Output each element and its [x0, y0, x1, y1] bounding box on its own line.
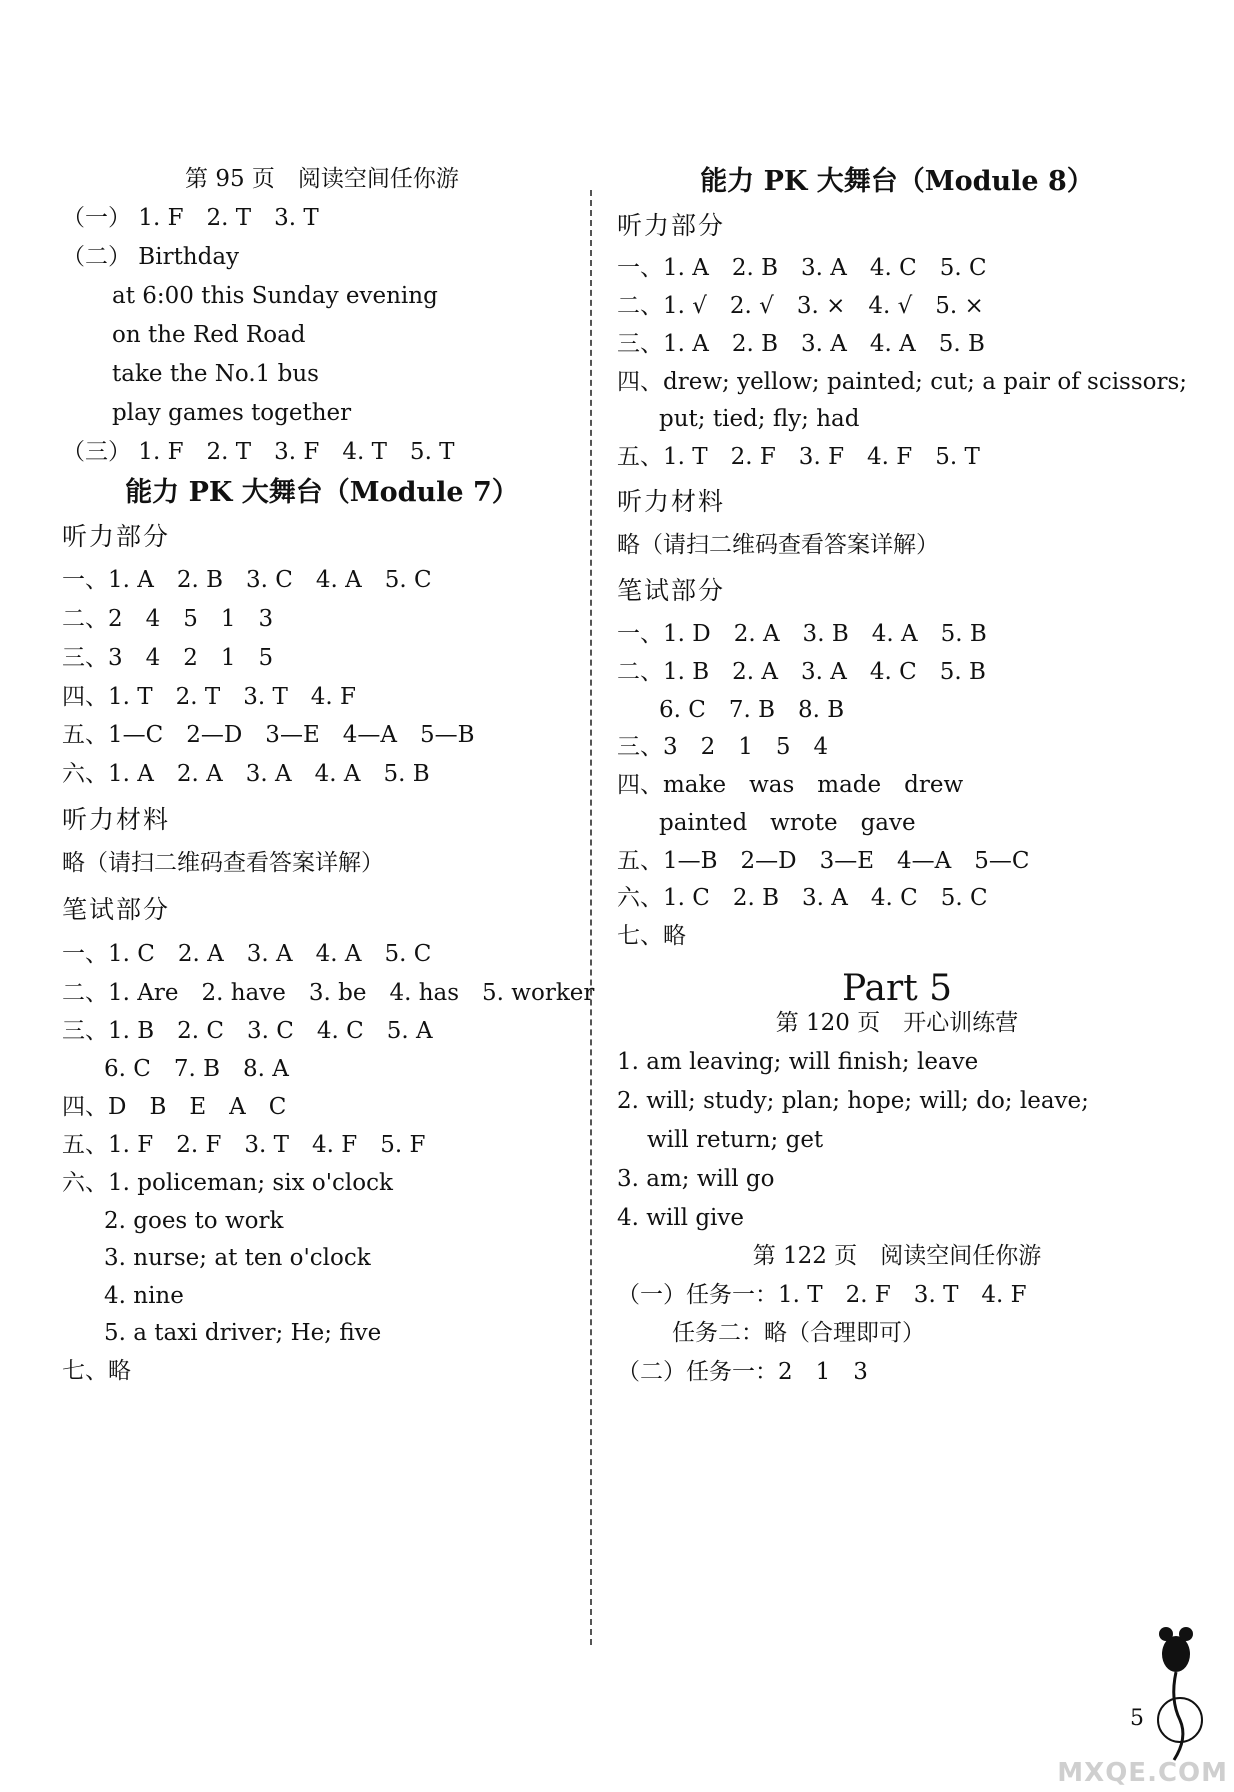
written-2: 二、1. B 2. A 3. A 4. C 5. B — [617, 659, 986, 685]
written-title: 笔试部分 — [617, 576, 726, 605]
page122-header: 第 122 页 阅读空间任你游 — [752, 1243, 1042, 1269]
listening-5: 五、1—C 2—D 3—E 4—A 5—B — [62, 722, 475, 748]
reading-task-2: 任务二：略（合理即可） — [672, 1320, 925, 1346]
listening-2: 二、2 4 5 1 3 — [62, 606, 274, 632]
page120-header: 第 120 页 开心训练营 — [775, 1010, 1019, 1036]
written-4: 四、D B E A C — [62, 1094, 287, 1120]
written-6-line4: 4. nine — [104, 1283, 184, 1309]
listening-4: 四、1. T 2. T 3. T 4. F — [62, 684, 357, 710]
training-2: 2. will; study; plan; hope; will; do; leave; — [617, 1088, 1089, 1114]
listening-3: 三、1. A 2. B 3. A 4. A 5. B — [617, 331, 985, 357]
column-divider — [590, 190, 592, 1645]
written-6-line3: 3. nurse; at ten o'clock — [104, 1245, 371, 1271]
training-2-line2: will return; get — [647, 1127, 824, 1153]
listening-title: 听力部分 — [62, 522, 171, 551]
reading-1: （一） 1. F 2. T 3. T — [62, 205, 319, 231]
material-note: 略（请扫二维码查看答案详解） — [62, 850, 384, 876]
listening-title: 听力部分 — [617, 211, 726, 240]
written-3: 三、3 2 1 5 4 — [617, 734, 829, 760]
reading-2-line3: on the Red Road — [112, 322, 306, 348]
written-2: 二、1. Are 2. have 3. be 4. has 5. worker — [62, 980, 595, 1006]
module8-heading: 能力 PK 大舞台（Module 8） — [700, 166, 1094, 197]
reading-2: （二） Birthday — [62, 244, 240, 270]
watermark: MXQE.COM — [1057, 1758, 1228, 1788]
listening-1: 一、1. A 2. B 3. A 4. C 5. C — [617, 255, 987, 281]
written-6-line2: 2. goes to work — [104, 1208, 284, 1234]
listening-6: 六、1. A 2. A 3. A 4. A 5. B — [62, 761, 430, 787]
reading-task-3: （二）任务一：2 1 3 — [617, 1359, 868, 1385]
reading-2-line4: take the No.1 bus — [112, 361, 319, 387]
listening-4: 四、drew; yellow; painted; cut; a pair of scissors; — [617, 369, 1188, 395]
listening-1: 一、1. A 2. B 3. C 4. A 5. C — [62, 567, 432, 593]
written-7: 七、略 — [617, 923, 686, 949]
training-3: 3. am; will go — [617, 1166, 775, 1192]
listening-5: 五、1. T 2. F 3. F 4. F 5. T — [617, 444, 980, 470]
written-7: 七、略 — [62, 1358, 131, 1384]
listening-2: 二、1. √ 2. √ 3. × 4. √ 5. × — [617, 293, 984, 319]
written-3-line2: 6. C 7. B 8. A — [104, 1056, 289, 1082]
written-6: 六、1. C 2. B 3. A 4. C 5. C — [617, 885, 988, 911]
training-1: 1. am leaving; will finish; leave — [617, 1049, 979, 1075]
part5-title: Part 5 — [841, 968, 953, 1009]
written-4-line2: painted wrote gave — [659, 810, 916, 836]
listening-4-line2: put; tied; fly; had — [659, 406, 860, 432]
listening-3: 三、3 4 2 1 5 — [62, 645, 274, 671]
training-4: 4. will give — [617, 1205, 745, 1231]
written-5: 五、1—B 2—D 3—E 4—A 5—C — [617, 848, 1030, 874]
page-number: 5 — [1130, 1706, 1144, 1731]
material-title: 听力材料 — [617, 487, 726, 516]
written-2-line2: 6. C 7. B 8. B — [659, 697, 845, 723]
written-1: 一、1. C 2. A 3. A 4. A 5. C — [62, 941, 432, 967]
written-5: 五、1. F 2. F 3. T 4. F 5. F — [62, 1132, 426, 1158]
reading-task-1: （一）任务一：1. T 2. F 3. T 4. F — [617, 1282, 1027, 1308]
written-3: 三、1. B 2. C 3. C 4. C 5. A — [62, 1018, 433, 1044]
material-title: 听力材料 — [62, 805, 171, 834]
reading-2-line5: play games together — [112, 400, 352, 426]
page95-header: 第 95 页 阅读空间任你游 — [185, 166, 459, 192]
reading-3: （三） 1. F 2. T 3. F 4. T 5. T — [62, 439, 455, 465]
written-title: 笔试部分 — [62, 895, 171, 924]
written-6: 六、1. policeman; six o'clock — [62, 1170, 393, 1196]
written-4: 四、make was made drew — [617, 772, 964, 798]
written-6-line5: 5. a taxi driver; He; five — [104, 1320, 382, 1346]
material-note: 略（请扫二维码查看答案详解） — [617, 532, 939, 558]
reading-2-line2: at 6:00 this Sunday evening — [112, 283, 438, 309]
module7-heading: 能力 PK 大舞台（Module 7） — [125, 477, 519, 508]
written-1: 一、1. D 2. A 3. B 4. A 5. B — [617, 621, 987, 647]
